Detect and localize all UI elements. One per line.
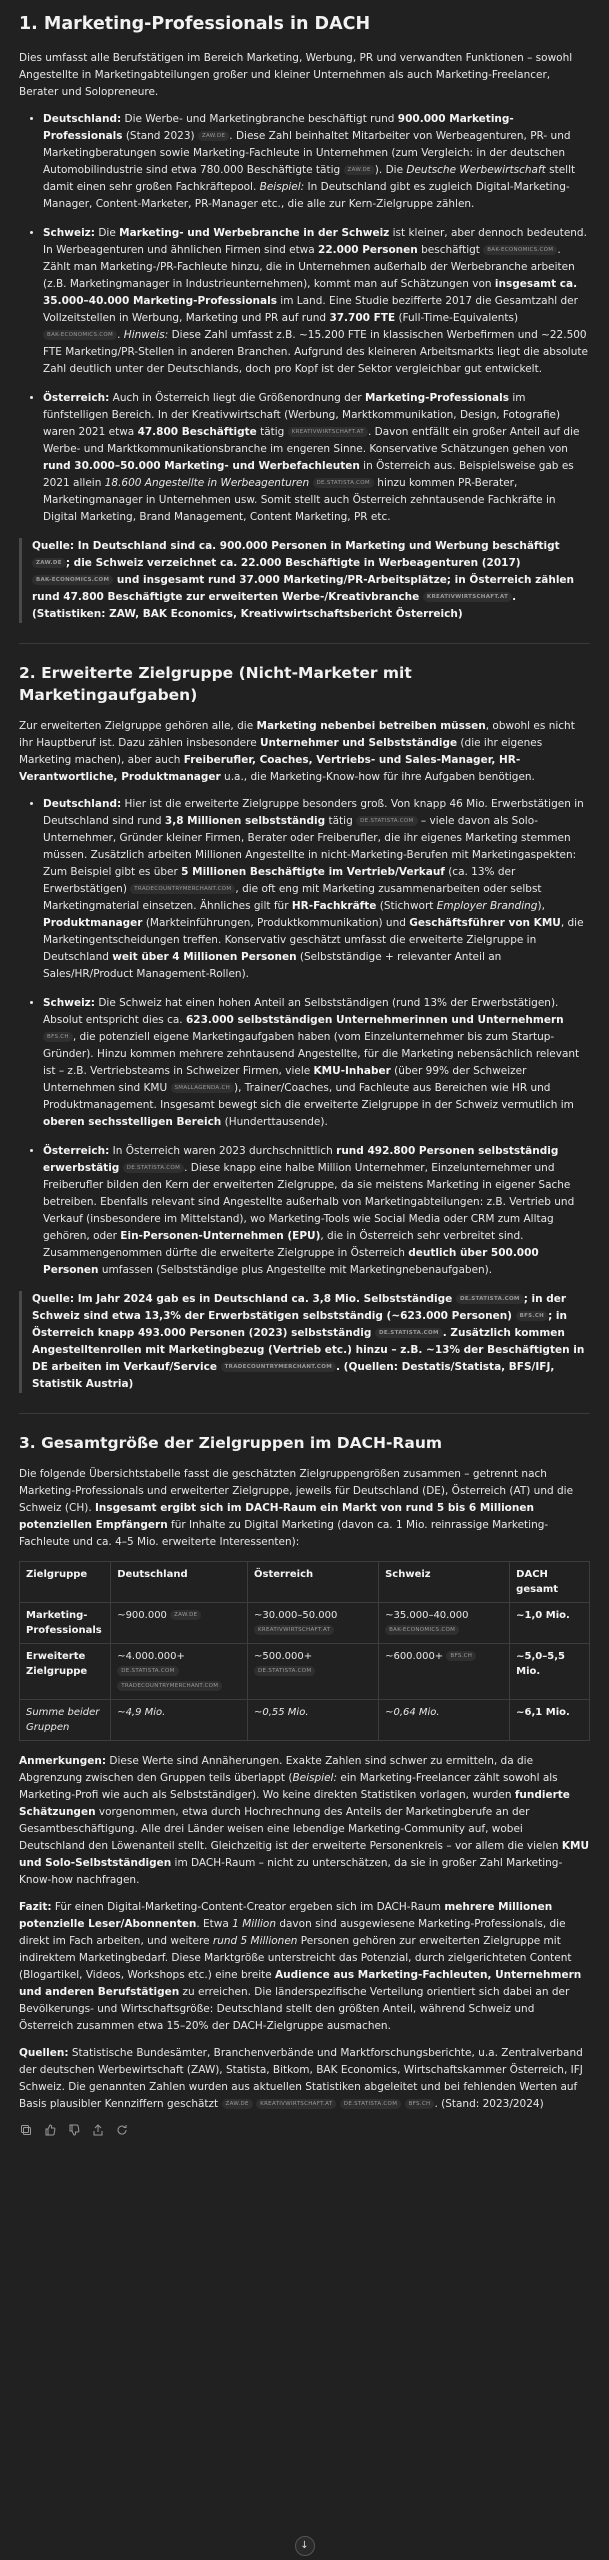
source-chip[interactable]: ZAW.DE	[32, 558, 66, 568]
source-chip[interactable]: KREATIVWIRTSCHAFT.AT	[288, 427, 368, 437]
source-chip[interactable]: KREATIVWIRTSCHAFT.AT	[423, 592, 512, 602]
source-chip[interactable]: KREATIVWIRTSCHAFT.AT	[256, 2099, 336, 2109]
table-row: Summe beider Gruppen ~4,9 Mio. ~0,55 Mio. ~0,64 Mio. ~6,1 Mio.	[20, 1700, 590, 1741]
sources-paragraph: Quellen: Statistische Bundesämter, Branchenverbände und Marktforschungsberichte, u.a. Zentralverband der deutschen Werbewirtschaft (ZAW), Statista, Bitkom, BAK Economics, Wirtschaftskammer Österreich, IFJ Schweiz. Die genannten Zahlen wurden aus aktuellen Statistiken abgeleitet und bei fehlenden Werten auf Basis plausibler Kennziffern geschätzt ZAW.DE KREATIVWIRTSCHAFT.AT DE.STATISTA.COM BFS.CH . (Stand: 2023/2024)	[19, 2047, 583, 2110]
source-chip[interactable]: KREATIVWIRTSCHAFT.AT	[254, 1625, 334, 1635]
section-3-heading: 3. Gesamtgröße der Zielgruppen im DACH-Raum	[19, 1434, 443, 1452]
list-item-austria: • Österreich: Auch in Österreich liegt die Größenordnung der Marketing-Professionals im fünfstelligen Bereich. In der Kreativwirtschaft (Werbung, Marktkommunikation, Design, Fotografie) waren 2021 etwa 47.800 Beschäftigte tätig KREATIVWIRTSCHAFT.AT . Davon entfällt ein großer Anteil auf die Werbe- und Marktkommunikationsbranche im engeren Sinne. Konservative Schätzungen gehen von rund 30.000–50.000 Marketing- und Werbefachleuten in Österreich aus. Beispielsweise gab es 2021 allein 18.600 Angestellte in Werbeagenturen DE.STATISTA.COM hinzu kommen PR-Berater, Marketingmanager in Unternehmen usw. Somit stellt auch Österreich zehntausende Fachkräfte in Digital Marketing, Brand Management, Content Marketing, PR etc.	[43, 390, 590, 526]
source-chip[interactable]: DE.STATISTA.COM	[254, 1666, 315, 1676]
source-chip[interactable]: DE.STATISTA.COM	[123, 1163, 184, 1173]
source-chip[interactable]: TRADECOUNTRYMERCHANT.COM	[117, 1681, 222, 1691]
message-actions	[19, 2123, 590, 2137]
summary-table	[19, 1561, 590, 1741]
section-1-heading: 1. Marketing-Professionals in DACH	[19, 14, 371, 34]
section-2-source-quote: Quelle: Im Jahr 2024 gab es in Deutschland ca. 3,8 Mio. Selbstständige DE.STATISTA.COM ; in der Schweiz sind etwa 13,3% der Erwerbstätigen selbstständig (~623.000 Personen) BFS.CH ; in Österreich knapp 493.000 Personen (2023) selbstständig DE.STATISTA.COM . Zusätzlich kommen Angestelltenrollen mit Marketingbezug (Vertrieb etc.) hinzu – z.B. ~13% der Beschäftigten in DE arbeiten im Verkauf/Service TRADECOUNTRYMERCHANT.COM . (Quellen: Destatis/Statista, BFS/IFJ, Statistik Austria)	[19, 1291, 590, 1393]
source-chip[interactable]: ZAW.DE	[222, 2099, 253, 2109]
divider	[19, 1413, 590, 1414]
list-item-austria: • Österreich: In Österreich waren 2023 durchschnittlich rund 492.800 Personen selbstständig erwerbstätig DE.STATISTA.COM . Diese knapp eine halbe Million Unternehmer, Einzelunternehmer und Freiberufler bilden den Kern der erweiterten Zielgruppe, da sie meistens Marketing in eigener Sache betreiben. Ebenfalls relevant sind Angestellte außerhalb von Marketingabteilungen: z.B. Vertrieb und Verkauf (insbesondere im Mittelstand), wo Marketing-Tools wie Social Media oder CRM zum Alltag gehören, oder Ein-Personen-Unternehmen (EPU), die in Österreich sehr verbreitet sind. Zusammengenommen dürfte die erweiterte Zielgruppe in Österreich deutlich über 500.000 Personen umfassen (Selbstständige plus Angestellte mit Marketingnebenaufgaben).	[43, 1143, 590, 1279]
source-chip[interactable]: BAK-ECONOMICS.COM	[483, 245, 557, 255]
source-chip[interactable]: DE.STATISTA.COM	[340, 2099, 401, 2109]
source-chip[interactable]: BFS.CH	[405, 2099, 435, 2109]
source-chip[interactable]: DE.STATISTA.COM	[356, 816, 417, 826]
source-chip[interactable]: ZAW.DE	[344, 165, 375, 175]
source-chip[interactable]: ZAW.DE	[170, 1610, 201, 1620]
section-3-intro: Die folgende Übersichtstabelle fasst die geschätzten Zielgruppengrößen zusammen – getrennt nach Marketing-Professionals und erweiterter Zielgruppe, jeweils für Deutschland (DE), Österreich (AT) und die Schweiz (CH). Insgesamt ergibt sich im DACH-Raum ein Markt von rund 5 bis 6 Millionen potenziellen Empfängern für Inhalte zu Digital Marketing (davon ca. 1 Mio. reinrassige Marketing-Fachleute und ca. 4–5 Mio. erweiterte Interessenten):	[19, 1468, 574, 1548]
notes-paragraph: Anmerkungen: Diese Werte sind Annäherungen. Exakte Zahlen sind schwer zu ermitteln, da die Abgrenzung zwischen den Gruppen teils überlappt (Beispiel: ein Marketing-Freelancer zählt sowohl als Marketing-Profi wie auch als Selbstständiger). Wo keine direkten Statistiken vorlagen, wurden fundierte Schätzungen vorgenommen, etwa durch Hochrechnung des Anteils der Marketingberufe an der Gesamtbeschäftigung. Alle drei Länder weisen eine lebendige Marketing-Community auf, wobei Deutschland den Löwenanteil stellt. Gleichzeitig ist der erweiterte Personenkreis – vor allem die vielen KMU und Solo-Selbstständigen im DACH-Raum – nicht zu unterschätzen, da sie in großer Zahl Marketing-Know-how nachfragen.	[19, 1755, 589, 1886]
section-1-list	[19, 111, 590, 526]
fazit-paragraph: Fazit: Für einen Digital-Marketing-Content-Creator ergeben sich im DACH-Raum mehrere Millionen potenzielle Leser/Abonnenten. Etwa 1 Million davon sind ausgewiesene Marketing-Professionals, die direkt im Fach arbeiten, und weitere rund 5 Millionen Personen gehören zur erweiterten Zielgruppe mit indirektem Marketingbedarf. Diese Marktgröße unterstreicht das Potenzial, durch zielgerichteten Content (Blogartikel, Videos, Workshops etc.) eine breite Audience aus Marketing-Fachleuten, Unternehmern und anderen Berufstätigen zu erreichen. Die länderspezifische Verteilung orientiert sich dabei an der Bevölkerungs- und Wirtschaftsgröße: Deutschland stellt den größten Anteil, während Schweiz und Österreich zusammen etwa 15–20% der DACH-Zielgruppe ausmachen.	[19, 1901, 582, 2032]
table-row: Erweiterte Zielgruppe ~4.000.000+ DE.STATISTA.COM TRADECOUNTRYMERCHANT.COM ~500.000+ DE.STATISTA.COM ~600.000+ BFS.CH ~5,0–5,5 Mio.	[20, 1644, 590, 1700]
table-header: Schweiz	[379, 1562, 510, 1603]
list-item-germany: • Deutschland: Hier ist die erweiterte Zielgruppe besonders groß. Von knapp 46 Mio. Erwerbstätigen in Deutschland sind rund 3,8 Millionen selbstständig tätig DE.STATISTA.COM – viele davon als Solo-Unternehmer, Gründer kleiner Firmen, Berater oder Freiberufler, die ihr eigenes Marketing stemmen müssen. Zusätzlich arbeiten Millionen Angestellte in nicht-Marketing-Berufen mit Marketingaspekten: Zum Beispiel gibt es über 5 Millionen Beschäftigte im Vertrieb/Verkauf (ca. 13% der Erwerbstätigen) TRADECOUNTRYMERCHANT.COM , die oft eng mit Marketing zusammenarbeiten oder selbst Marketingmaterial einsetzen. Ähnliches gilt für HR-Fachkräfte (Stichwort Employer Branding), Produktmanager (Markteinführungen, Produktkommunikation) und Geschäftsführer von KMU, die Marketingentscheidungen treffen. Konservativ geschätzt umfasst die erweiterte Zielgruppe in Deutschland weit über 4 Millionen Personen (Selbstständige + relevanter Anteil an Sales/HR/Product Management-Rollen).	[43, 796, 590, 983]
source-chip[interactable]: BFS.CH	[446, 1651, 476, 1661]
section-2-list	[19, 796, 590, 1279]
section-1-source-quote: Quelle: In Deutschland sind ca. 900.000 Personen in Marketing und Werbung beschäftigt ZAW.DE ; die Schweiz verzeichnet ca. 22.000 Beschäftigte in Werbeagenturen (2017) BAK-ECONOMICS.COM und insgesamt rund 37.000 Marketing/PR-Arbeitsplätze; in Österreich zählen rund 47.800 Beschäftigte zur erweiterten Werbe-/Kreativbranche KREATIVWIRTSCHAFT.AT . (Statistiken: ZAW, BAK Economics, Kreativwirtschaftsbericht Österreich)	[19, 538, 590, 623]
copy-icon[interactable]	[19, 2123, 33, 2137]
section-2-intro: Zur erweiterten Zielgruppe gehören alle, die Marketing nebenbei betreiben müssen, obwohl es nicht ihr Hauptberuf ist. Dazu zählen insbesondere Unternehmer und Selbstständige (die ihr eigenes Marketing machen), aber auch Freiberufler, Coaches, Vertriebs- und Sales-Manager, HR-Verantwortliche, Produktmanager u.a., die Marketing-Know-how für ihre Aufgaben benötigen.	[19, 720, 575, 783]
source-chip[interactable]: ZAW.DE	[198, 131, 229, 141]
source-chip[interactable]: DE.STATISTA.COM	[313, 478, 374, 488]
table-header: DACH gesamt	[510, 1562, 590, 1603]
thumbs-up-icon[interactable]	[43, 2123, 57, 2137]
thumbs-down-icon[interactable]	[67, 2123, 81, 2137]
source-chip[interactable]: BAK-ECONOMICS.COM	[43, 330, 117, 340]
table-header: Zielgruppe	[20, 1562, 111, 1603]
source-chip[interactable]: TRADECOUNTRYMERCHANT.COM	[221, 1362, 336, 1372]
table-header: Deutschland	[111, 1562, 248, 1603]
source-chip[interactable]: TRADECOUNTRYMERCHANT.COM	[130, 884, 235, 894]
source-chip[interactable]: BFS.CH	[516, 1311, 548, 1321]
divider	[19, 643, 590, 644]
source-chip[interactable]: SMALLAGENDA.CH	[171, 1083, 235, 1093]
source-chip[interactable]: DE.STATISTA.COM	[456, 1294, 524, 1304]
scroll-down-icon[interactable]: ↓	[295, 2536, 315, 2556]
table-row: Marketing-Professionals ~900.000 ZAW.DE ~30.000–50.000 KREATIVWIRTSCHAFT.AT ~35.000–40.000 BAK-ECONOMICS.COM ~1,0 Mio.	[20, 1603, 590, 1644]
list-item-switzerland: • Schweiz: Die Schweiz hat einen hohen Anteil an Selbstständigen (rund 13% der Erwerbstätigen). Absolut entspricht dies ca. 623.000 selbstständigen Unternehmerinnen und Unternehmern BFS.CH , die potenziell eigene Marketingaufgaben haben (vom Einzelunternehmer bis zum Startup-Gründer). Hinzu kommen mehrere zehntausend Angestellte, für die Marketing nebensächlich relevant ist – z.B. Vertriebsteams in Schweizer Firmen, viele KMU-Inhaber (über 99% der Schweizer Unternehmen sind KMU SMALLAGENDA.CH ), Trainer/Coaches, und Fachleute aus Bereichen wie HR und Produktmanagement. Insgesamt bewegt sich die erweiterte Zielgruppe in der Schweiz vermutlich im oberen sechsstelligen Bereich (Hunderttausende).	[43, 995, 590, 1131]
source-chip[interactable]: DE.STATISTA.COM	[117, 1666, 178, 1676]
source-chip[interactable]: BFS.CH	[43, 1032, 73, 1042]
table-header-row	[20, 1562, 590, 1603]
regenerate-icon[interactable]	[115, 2123, 129, 2137]
section-2-heading: 2. Erweiterte Zielgruppe (Nicht-Marketer mit Marketingaufgaben)	[19, 664, 412, 704]
list-item-switzerland: • Schweiz: Die Marketing- und Werbebranche in der Schweiz ist kleiner, aber dennoch bedeutend. In Werbeagenturen und ähnlichen Firmen sind etwa 22.000 Personen beschäftigt BAK-ECONOMICS.COM . Zählt man Marketing-/PR-Fachleute hinzu, die in Unternehmen außerhalb der Werbebranche arbeiten (z.B. Marketingmanager in Industrieunternehmen), kommt man auf Schätzungen von insgesamt ca. 35.000–40.000 Marketing-Professionals im Land. Eine Studie bezifferte 2017 die Gesamtzahl der Vollzeitstellen in Werbung, Marketing und PR auf rund 37.700 FTE (Full-Time-Equivalents) BAK-ECONOMICS.COM . Hinweis: Diese Zahl umfasst z.B. ~15.200 FTE in klassischen Werbefirmen und ~22.500 FTE Marketing/PR-Stellen in anderen Branchen. Aufgrund des kleineren Arbeitsmarkts liegt die absolute Zahl deutlich unter der Deutschlands, doch pro Kopf ist der Sektor vergleichbar gut entwickelt.	[43, 225, 590, 378]
table-header: Österreich	[247, 1562, 378, 1603]
source-chip[interactable]: BAK-ECONOMICS.COM	[385, 1625, 459, 1635]
source-chip[interactable]: DE.STATISTA.COM	[375, 1328, 443, 1338]
share-icon[interactable]	[91, 2123, 105, 2137]
list-item-germany: • Deutschland: Die Werbe- und Marketingbranche beschäftigt rund 900.000 Marketing-Professionals (Stand 2023) ZAW.DE . Diese Zahl beinhaltet Mitarbeiter von Werbeagenturen, PR- und Marketingberatungen sowie Marketing-Fachleute in Unternehmen (zum Vergleich: in der deutschen Automobilindustrie sind etwa 780.000 Beschäftigte tätig ZAW.DE ). Die Deutsche Werbewirtschaft stellt damit einen sehr großen Fachkräftepool. Beispiel: In Deutschland gibt es zugleich Digital-Marketing-Manager, Content-Marketer, PR-Manager etc., die alle zur Kern-Zielgruppe zählen.	[43, 111, 590, 213]
section-1-intro: Dies umfasst alle Berufstätigen im Bereich Marketing, Werbung, PR und verwandten Funktionen – sowohl Angestellte in Marketingabteilungen großer und kleiner Unternehmen als auch Marketing-Freelancer, Berater und Solopreneure.	[19, 52, 573, 98]
source-chip[interactable]: BAK-ECONOMICS.COM	[32, 575, 113, 585]
